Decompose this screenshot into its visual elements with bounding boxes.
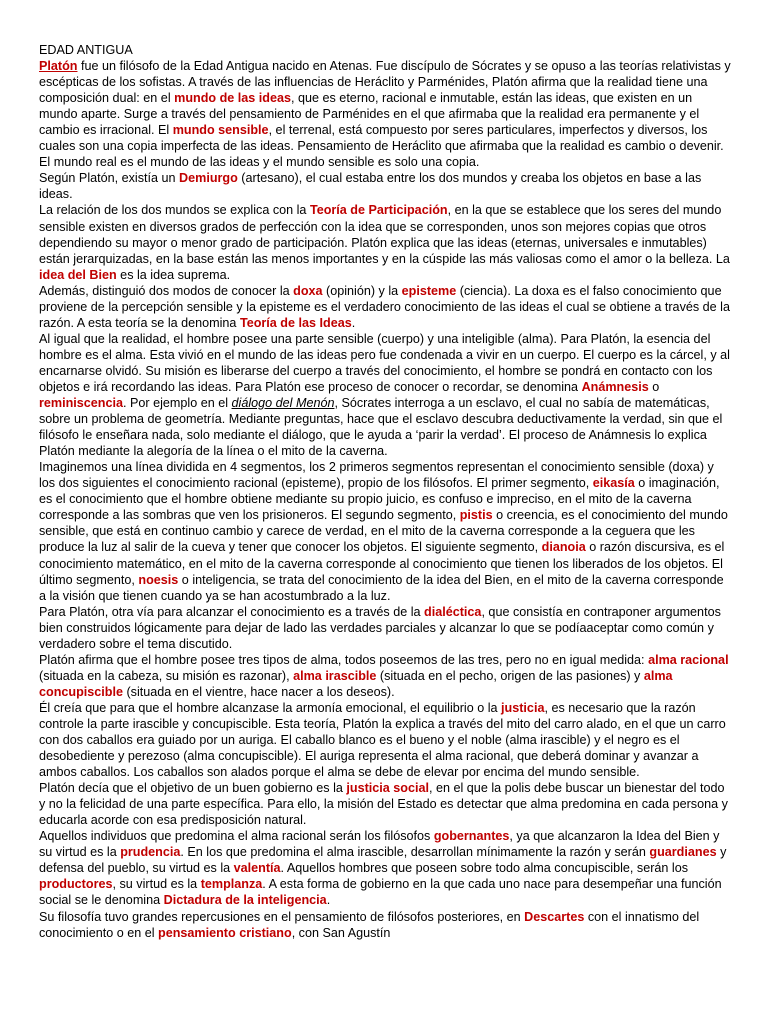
highlighted-term: episteme (401, 283, 457, 298)
paragraph (39, 331, 732, 459)
highlighted-term: Dictadura de la inteligencia (163, 893, 327, 908)
text-run: . (351, 315, 356, 330)
highlighted-term: Teoría de las Ideas (239, 315, 352, 330)
text-run: (opinión) y la (322, 283, 402, 298)
text-run: fue un filósofo de la Edad Antigua nacido en Atenas. Fue discípulo de Sócrates y se opuso a las teorías relativistas y escépticas de los sofistas. A través de las influencias de Heráclito y Parménides, Platón afirma que la realidad tiene una composición dual: en el (39, 59, 731, 106)
text-run: (artesano), el cual estaba entre los dos mundos y creaba los objetos en base a las ideas. (39, 171, 702, 202)
highlighted-term: dialéctica (424, 604, 482, 619)
text-run: con el innatismo del conocimiento o en el (39, 909, 700, 940)
highlighted-term: dianoia (541, 540, 586, 555)
text-run: Al igual que la realidad, el hombre posee una parte sensible (cuerpo) y una inteligible (alma). Para Platón, la esencia del hombre es el alma. Esta vivió en el mundo de las ideas pero fue condenada a vivir en un cuerpo. El cuerpo es la cárcel, y al encarnarse olvidó. Su misión es liberarse del cuerpo a través del conocimiento, el hombre se pondrá en contacto con los objetos e irá recordando las ideas. Para Platón ese proceso de conocer o recordar, se denomina (39, 331, 730, 394)
italic-term: diálogo del Menón (231, 396, 335, 411)
paragraph (39, 828, 732, 908)
text-run: Según Platón, existía un (39, 171, 180, 186)
text-run: Imaginemos una línea dividida en 4 segmentos, los 2 primeros segmentos representan el conocimiento sensible (doxa) y los dos siguientes el conocimiento racional (episteme), propio de los filósofos. El primer segmento, (39, 460, 714, 491)
text-run: Además, distinguió dos modos de conocer la (39, 283, 294, 298)
text-run: o (648, 379, 660, 394)
highlighted-term: doxa (293, 283, 323, 298)
text-run: , ya que alcanzaron la Idea del Bien y su virtud es la (39, 829, 720, 860)
highlighted-term: mundo sensible (172, 123, 269, 138)
text-run: . En los que predomina el alma irascible, desarrollan mínimamente la razón y serán (180, 845, 650, 860)
text-run: . Por ejemplo en el (123, 396, 232, 411)
text-run: , es necesario que la razón controle la parte irascible y concupiscible. Esta teoría, Platón la explica a través del mito del carro alado, en el que un carro con dos caballos era guiado por un auriga. El caballo blanco es el bueno y el noble (alma irascible) y el negro es el desobediente y perezoso (alma concupiscible). El auriga representa el alma racional, que deberá dominar y avanzar a ambos caballos. Los caballos son alados porque el alma se debe de elevar por encima del mundo sensible. (39, 700, 726, 780)
paragraph (39, 652, 732, 700)
highlighted-term: eikasía (592, 476, 635, 491)
text-run: Aquellos individuos que predomina el alma racional serán los filósofos (39, 829, 434, 844)
highlighted-term: valentía (233, 861, 281, 876)
text-run: , su virtud es la (112, 877, 201, 892)
highlighted-term: gobernantes (433, 829, 510, 844)
text-run: . Aquellos hombres que poseen sobre todo alma concupiscible, serán los (280, 861, 688, 876)
text-run: . (326, 893, 331, 908)
text-run: o inteligencia, se trata del conocimiento de la idea del Bien, en el mito de la caverna corresponde a la visión que tienen cuando ya se han acostumbrado a la luz. (39, 572, 724, 603)
paragraph (39, 604, 732, 652)
highlighted-term: Descartes (524, 909, 585, 924)
paragraph (39, 202, 732, 282)
text-run: , que es eterno, racional e inmutable, están las ideas, que existen en un mundo aparte. Surge a través del pensamiento de Parménides en el que afirmaba que la realidad era permanente y el cambio es irracional. El (39, 91, 700, 138)
text-run: La relación de los dos mundos se explica con la (39, 203, 310, 218)
highlighted-term: justicia (501, 700, 545, 715)
text-run: , en la que se establece que los seres del mundo sensible existen en diversos grados de perfección con la idea que se corresponden, unos son mejores copias que otros dependiendo su mayor o menor grado de participación. Platón explica que las ideas (eternas, universales e inmutables) están jerarquizadas, en la base están las menos importantes y en la cúspide las más valiosas como el amor o la belleza. La (39, 203, 730, 266)
text-run: o imaginación, es el conocimiento que el hombre obtiene mediante su propio juicio, es confuso e impreciso, en el mito de la caverna corresponde a las sombras que ven los prisioneros. El segundo segmento, (39, 476, 720, 523)
highlighted-term: alma concupiscible (39, 668, 673, 699)
text-run: (ciencia). La doxa es el falso conocimiento que proviene de la percepción sensible y la episteme es el verdadero conocimiento de las ideas el cual se obtiene a través de la razón. A esta teoría se la denomina (39, 283, 730, 330)
text-run: Para Platón, otra vía para alcanzar el conocimiento es a través de la (39, 604, 425, 619)
paragraph (39, 459, 732, 603)
text-run: , que consistía en contraponer argumentos bien construidos lógicamente para dejar de lado las verdades parciales y alcanzar lo que se podíaaceptar como común y verdadero sobre el tema discutido. (39, 604, 721, 651)
highlighted-term: Anámnesis (581, 379, 649, 394)
document-heading: EDAD ANTIGUA (39, 43, 133, 57)
highlighted-term: mundo de las ideas (174, 91, 291, 106)
highlighted-term: prudencia (120, 845, 181, 860)
text-run: Él creía que para que el hombre alcanzase la armonía emocional, el equilibrio o la (39, 700, 502, 715)
highlighted-term: Demiurgo (179, 171, 238, 186)
text-run: y defensa del pueblo, su virtud es la (39, 845, 727, 876)
highlighted-term: pensamiento cristiano (158, 925, 292, 940)
highlighted-term: Platón (39, 59, 78, 74)
text-run: Su filosofía tuvo grandes repercusiones en el pensamiento de filósofos posteriores, en (39, 909, 525, 924)
text-run: o razón discursiva, es el conocimiento matemático, en el mito de la caverna corresponde al conocimiento que tienen los liberados de los objetos. El último segmento, (39, 540, 725, 587)
text-run: . A esta forma de gobierno en la que cada uno nace para desempeñar una función social se le denomina (39, 877, 722, 908)
text-run: (situada en la cabeza, su misión es razonar), (39, 668, 294, 683)
paragraph (39, 283, 732, 331)
paragraph (39, 700, 732, 780)
text-run: Platón afirma que el hombre posee tres tipos de alma, todos poseemos de las tres, pero no en igual medida: (39, 652, 649, 667)
highlighted-term: productores (39, 877, 113, 892)
highlighted-term: pistis (459, 508, 493, 523)
highlighted-term: guardianes (649, 845, 717, 860)
highlighted-term: alma racional (648, 652, 729, 667)
highlighted-term: justicia social (346, 781, 429, 796)
paragraph (39, 58, 732, 170)
paragraph (39, 780, 732, 828)
highlighted-term: templanza (200, 877, 263, 892)
text-run: , con San Agustín (291, 925, 391, 940)
highlighted-term: noesis (138, 572, 179, 587)
paragraph (39, 170, 732, 202)
text-run: o creencia, es el conocimiento del mundo sensible, que está en continuo cambio y carece de verdad, en el mito de la caverna corresponde a la ceguera que les produce la luz al salir de la cueva y tener que conocer los objetos. El siguiente segmento, (39, 508, 728, 555)
paragraph (39, 909, 732, 941)
highlighted-term: alma irascible (293, 668, 377, 683)
text-run: , en el que la polis debe buscar un bienestar del todo y no la felicidad de una parte específica. Para ello, la misión del Estado es detectar que alma predomina en cada persona y educarla acorde con esa predisposición natural. (39, 781, 728, 828)
text-run: (situada en el pecho, origen de las pasiones) y (376, 668, 644, 683)
text-run: , el terrenal, está compuesto por seres particulares, imperfectos y diversos, los cuales son una copia imperfecta de las ideas. Pensamiento de Heráclito que afirmaba que la realidad es cambio o devenir. El mundo real es el mundo de las ideas y el mundo sensible es solo una copia. (39, 123, 724, 170)
highlighted-term: idea del Bien (39, 267, 117, 282)
highlighted-term: Teoría de Participación (309, 203, 448, 218)
text-run: Platón decía que el objetivo de un buen gobierno es la (39, 781, 347, 796)
text-run: (situada en el vientre, hace nacer a los deseos). (122, 684, 395, 699)
highlighted-term: reminiscencia (39, 396, 124, 411)
text-run: es la idea suprema. (116, 267, 231, 282)
text-run: , Sócrates interroga a un esclavo, el cual no sabía de matemáticas, sobre un problema de geometría. Mediante preguntas, hace que el esclavo descubra deductivamente la verdad, sin que el filósofo le enseñara nada, solo mediante el diálogo, que le ayuda a ‘parir la verdad’. El proceso de Anámnesis lo explica Platón mediante la alegoría de la línea o el mito de la caverna. (39, 396, 723, 459)
document-body (39, 58, 732, 941)
